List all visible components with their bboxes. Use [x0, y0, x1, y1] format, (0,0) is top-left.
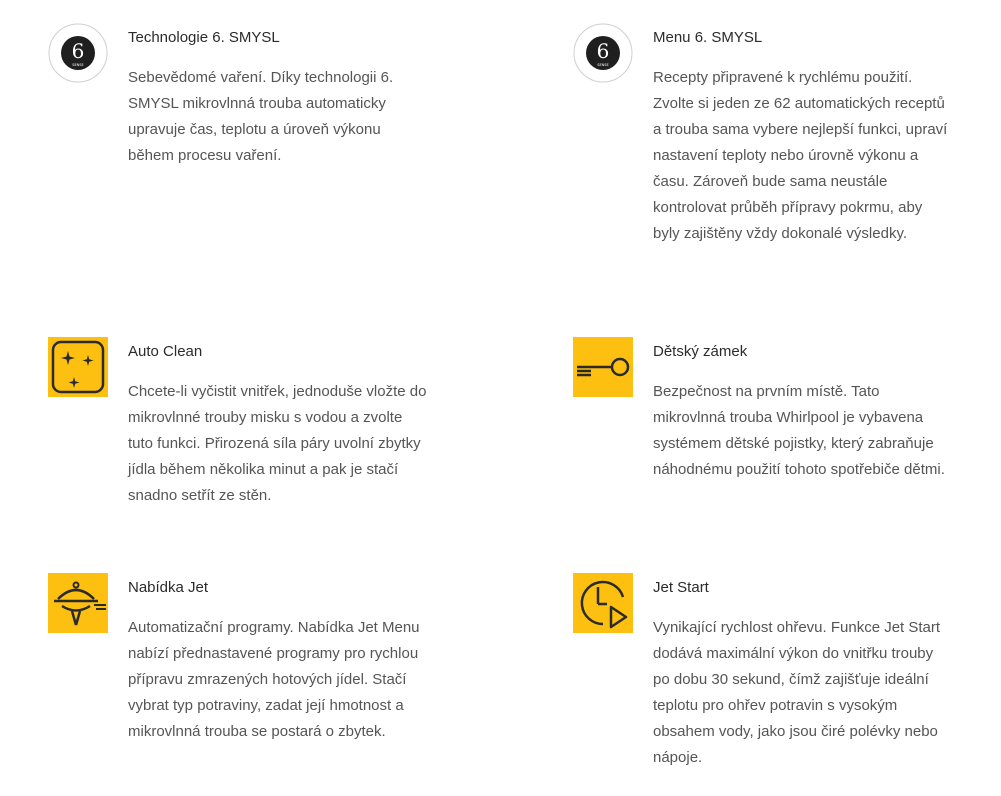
feature-description: Recepty připravené k rychlému použití. Zvolte si jeden ze 62 automatických receptů a trouba sama vybere nejlepší funkci, upraví nastavení teploty nebo úrovně výkonu a času. Zároveň bude sama neustále kontrolovat průběh přípravy pokrmu, aby byly zajištěny vždy dokonalé výsledky. [653, 69, 948, 242]
svg-text:6: 6 [71, 39, 85, 63]
feature-title: Technologie 6. SMYSL [128, 29, 280, 46]
svg-text:SENSE: SENSE [72, 63, 84, 67]
feature-description: Sebevědomé vaření. Díky technologii 6. SMYSL mikrovlnná trouba automaticky upravuje čas, teplotu a úroveň výkonu během procesu vaření. [128, 69, 394, 164]
feature-description: Vynikající rychlost ohřevu. Funkce Jet Start dodává maximální výkon do vnitřku trouby po dobu 30 sekund, čímž zajišťuje ideální teplotu pro ohřev potravin s vysokým obsahem vody, jako jsou čiré polévky nebo nápoje. [653, 619, 941, 766]
feature-title: Nabídka Jet [128, 579, 209, 596]
feature-description: Chcete-li vyčistit vnitřek, jednoduše vložte do mikrovlnné trouby misku s vodou a zvolte tuto funkci. Přirozená síla páry uvolní zbytky jídla během několika minut a pak je stačí snadno setřít ze stěn. [128, 383, 427, 504]
serving-cloche-icon [48, 573, 108, 633]
sixth-sense-logo-icon [573, 23, 633, 83]
feature-title: Auto Clean [128, 343, 203, 360]
svg-text:6: 6 [596, 39, 610, 63]
feature-description: Automatizační programy. Nabídka Jet Menu nabízí přednastavené programy pro rychlou přípravu zmrazených hotových jídel. Stačí vybrat typ potraviny, zadat její hmotnost a mikrovlnná trouba se postará o zbytek. [128, 619, 420, 740]
feature-title: Jet Start [653, 579, 709, 596]
feature-title: Dětský zámek [653, 343, 748, 360]
sixth-sense-logo-icon [48, 23, 108, 83]
sparkle-clean-icon [48, 337, 108, 397]
clock-play-icon [573, 573, 633, 633]
svg-text:SENSE: SENSE [597, 63, 609, 67]
feature-title: Menu 6. SMYSL [653, 29, 763, 46]
key-lock-icon [573, 337, 633, 397]
feature-description: Bezpečnost na prvním místě. Tato mikrovlnná trouba Whirlpool je vybavena systémem dětské pojistky, který zabraňuje náhodnému použití tohoto spotřebiče dětmi. [653, 383, 945, 478]
